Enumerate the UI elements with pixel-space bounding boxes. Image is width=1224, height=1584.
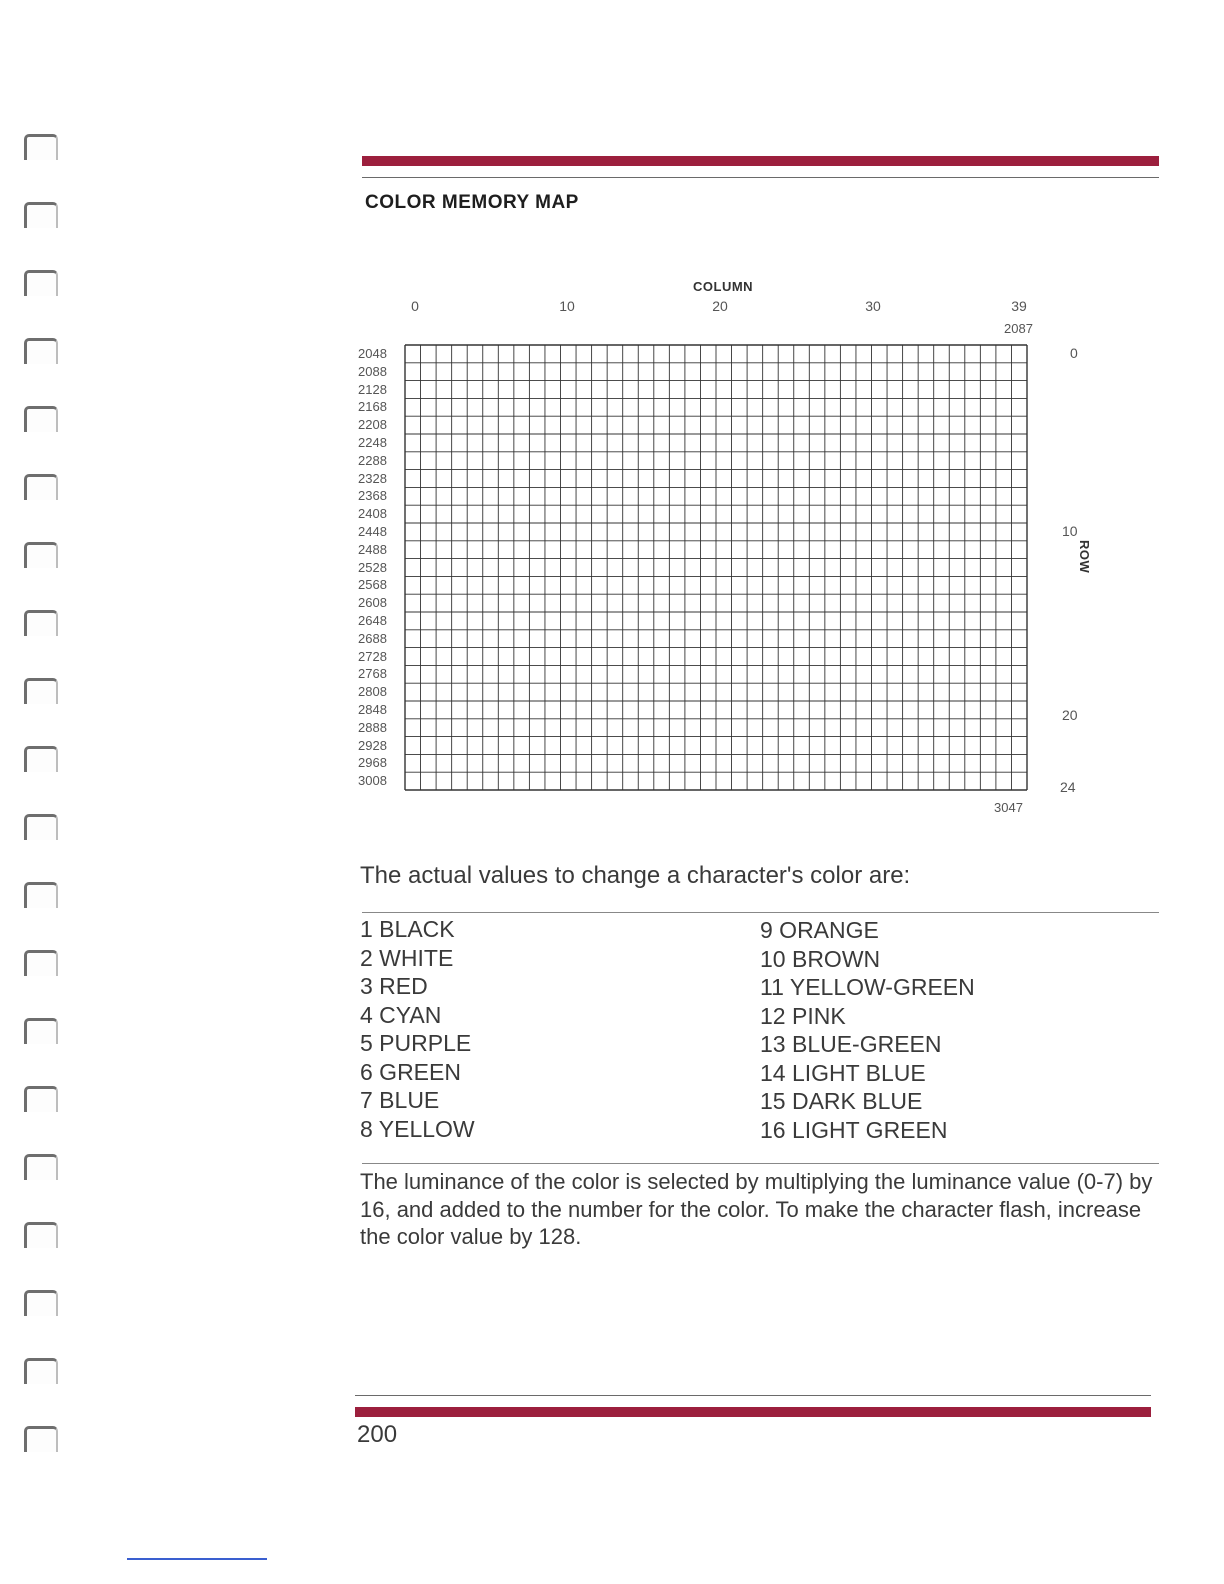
binding-ring	[24, 1018, 58, 1044]
spiral-binding	[24, 0, 64, 1584]
row-address: 2128	[358, 381, 387, 397]
color-value-item: 3 RED	[360, 973, 428, 999]
row-address: 3008	[358, 773, 387, 789]
row-address: 2528	[358, 559, 387, 575]
color-value-item: 11 YELLOW-GREEN	[760, 974, 975, 1000]
column-label-10: 10	[559, 298, 575, 314]
binding-ring	[24, 950, 58, 976]
color-value-item: 12 PINK	[760, 1002, 846, 1029]
binding-ring	[24, 678, 58, 704]
bottom-right-address: 3047	[994, 800, 1023, 815]
row-address: 2808	[358, 684, 387, 700]
row-address: 2768	[358, 666, 387, 682]
color-list-right	[760, 916, 975, 1144]
binding-ring	[24, 1358, 58, 1384]
color-value-item: 7 BLUE	[360, 1087, 440, 1113]
binding-ring	[24, 1426, 58, 1452]
row-address: 2208	[358, 417, 387, 433]
row-address: 2408	[358, 506, 387, 522]
luminance-paragraph: The luminance of the color is selected by multiplying the luminance value (0-7) by 16, and added to the number for the color. To make the character flash, increase the color value by 128.	[360, 1169, 1153, 1249]
binding-ring	[24, 202, 58, 228]
binding-ring	[24, 882, 58, 908]
page-number: 200	[357, 1421, 398, 1448]
row-address: 2728	[358, 648, 387, 664]
row-address: 2368	[358, 488, 387, 504]
row-address: 2848	[358, 702, 387, 717]
color-value-item: 8 YELLOW	[360, 1115, 475, 1142]
row-label-20: 20	[1062, 707, 1078, 723]
row-label-10: 10	[1062, 523, 1078, 539]
row-address: 2328	[358, 470, 387, 486]
column-label-20: 20	[712, 298, 728, 314]
binding-ring	[24, 338, 58, 364]
artifact-underline	[127, 1558, 267, 1560]
row-address: 2888	[358, 719, 387, 735]
column-label-39: 39	[1011, 298, 1027, 314]
binding-ring	[24, 1154, 58, 1180]
bottom-accent-bar	[355, 1407, 1151, 1417]
top-rule	[362, 177, 1159, 178]
binding-ring	[24, 1222, 58, 1248]
column-label-30: 30	[865, 298, 881, 314]
row-address: 2648	[358, 613, 387, 628]
column-label-0: 0	[411, 298, 419, 314]
column-axis-title: COLUMN	[693, 279, 754, 294]
row-label-24: 24	[1060, 779, 1076, 795]
row-address: 2288	[358, 452, 387, 468]
color-value-item: 6 GREEN	[360, 1058, 461, 1085]
color-value-item: 10 BROWN	[760, 945, 881, 972]
row-address: 2568	[358, 577, 387, 593]
color-value-item: 5 PURPLE	[360, 1030, 472, 1056]
color-value-item: 1 BLACK	[360, 916, 455, 942]
page-title: COLOR MEMORY MAP	[365, 192, 579, 213]
row-address: 2968	[358, 755, 387, 771]
top-right-address: 2087	[1004, 321, 1033, 336]
color-list-left	[360, 915, 475, 1143]
binding-ring	[24, 542, 58, 568]
row-address: 2608	[358, 595, 387, 611]
row-label-0: 0	[1070, 345, 1078, 361]
intro-text: The actual values to change a character's color are:	[360, 862, 911, 889]
binding-ring	[24, 814, 58, 840]
binding-ring	[24, 474, 58, 500]
row-address: 2048	[358, 346, 387, 361]
row-axis-title: ROW	[1077, 540, 1092, 574]
color-value-item: 14 LIGHT BLUE	[760, 1059, 926, 1086]
row-address: 2688	[358, 630, 387, 646]
list-top-rule	[362, 912, 1159, 913]
list-bottom-rule	[362, 1163, 1159, 1164]
color-value-item: 2 WHITE	[360, 944, 454, 971]
binding-ring	[24, 610, 58, 636]
row-address: 2488	[358, 541, 387, 557]
row-address: 2448	[358, 524, 387, 539]
color-value-item: 16 LIGHT GREEN	[760, 1116, 948, 1143]
binding-ring	[24, 746, 58, 772]
bottom-rule	[355, 1395, 1151, 1396]
row-address: 2168	[358, 399, 387, 415]
row-address: 2088	[358, 363, 387, 379]
binding-ring	[24, 1086, 58, 1112]
color-value-item: 13 BLUE-GREEN	[760, 1031, 942, 1057]
color-value-item: 15 DARK BLUE	[760, 1088, 923, 1114]
binding-ring	[24, 134, 58, 160]
color-value-item: 4 CYAN	[360, 1001, 442, 1028]
row-address: 2248	[358, 435, 387, 450]
binding-ring	[24, 406, 58, 432]
binding-ring	[24, 1290, 58, 1316]
binding-ring	[24, 270, 58, 296]
row-address: 2928	[358, 737, 387, 753]
top-accent-bar	[362, 156, 1159, 166]
color-value-item: 9 ORANGE	[760, 917, 879, 943]
